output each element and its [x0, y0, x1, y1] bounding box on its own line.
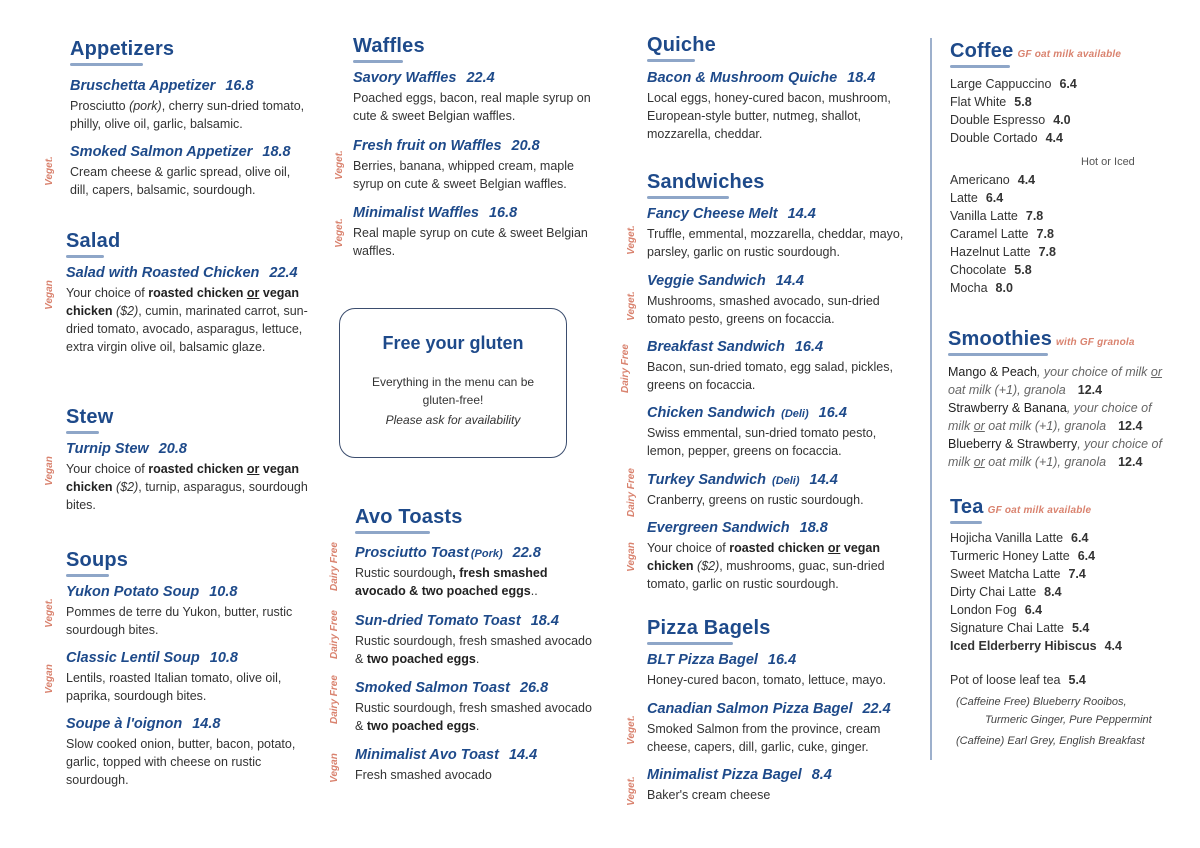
veget-tag: Veget.	[44, 598, 55, 628]
tea-note: (Caffeine Free) Blueberry Rooibos,	[956, 696, 1127, 708]
smoothies-heading: Smoothies with GF granola	[948, 328, 1135, 356]
veget-tag: Veget.	[626, 776, 637, 806]
column-divider	[930, 38, 932, 760]
menu-item-yukon-potato-soup[interactable]: Yukon Potato Soup 10.8 Pommes de terre du Yukon, butter, rustic sourdough bites.	[66, 584, 293, 637]
menu-item-veggie-sandwich[interactable]: Veggie Sandwich 14.4 Mushrooms, smashed avocado, sun-dried tomato pesto, greens on focaccia.	[647, 273, 880, 326]
appetizers-heading: Appetizers	[70, 38, 174, 66]
gluten-free-availability: Please ask for availability	[385, 413, 521, 427]
gluten-free-text: Everything in the menu can be gluten-free!	[371, 375, 535, 407]
dairy-free-tag: Dairy Free	[626, 468, 637, 517]
salad-heading: Salad	[66, 230, 120, 258]
vegan-tag: Vegan	[44, 456, 55, 486]
tea-note: Turmeric Ginger, Pure Peppermint	[985, 714, 1152, 726]
drink-item[interactable]: Chocolate 5.8	[950, 263, 1032, 277]
menu-item-minimalist-waffles[interactable]: Minimalist Waffles 16.8 Real maple syrup on cute & sweet Belgian waffles.	[353, 205, 588, 258]
hot-or-iced-label: Hot or Iced	[1081, 156, 1135, 168]
veget-tag: Veget.	[626, 715, 637, 745]
vegan-tag: Vegan	[626, 542, 637, 572]
drink-item[interactable]: London Fog 6.4	[950, 603, 1043, 617]
drink-item[interactable]: Double Espresso 4.0	[950, 113, 1071, 127]
menu-item-bacon-mushroom-quiche[interactable]: Bacon & Mushroom Quiche 18.4 Local eggs, honey-cured bacon, mushroom, European-style butter, nutmeg, shallot, mozzarella, cheddar.	[647, 70, 891, 141]
menu-item-soupe-oignon[interactable]: Soupe à l'oignon 14.8 Slow cooked onion, butter, bacon, potato, garlic, topped with cheese on rustic sourdough.	[66, 716, 296, 787]
sandwiches-heading: Sandwiches	[647, 171, 765, 199]
veget-tag: Veget.	[44, 156, 55, 186]
waffles-heading: Waffles	[353, 35, 425, 63]
menu-item-minimalist-avo-toast[interactable]: Minimalist Avo Toast 14.4 Fresh smashed avocado	[355, 747, 538, 782]
tea-note: (Caffeine) Earl Grey, English Breakfast	[956, 735, 1145, 747]
loose-leaf-tea-item[interactable]: Pot of loose leaf tea 5.4	[950, 673, 1086, 687]
menu-item-chicken-sandwich[interactable]: Chicken Sandwich (Deli) 16.4 Swiss emmental, sun-dried tomato pesto, lemon, pepper, greens on focaccia.	[647, 405, 877, 458]
menu-item-savory-waffles[interactable]: Savory Waffles 22.4 Poached eggs, bacon, real maple syrup on cute & sweet Belgian waffles.	[353, 70, 591, 123]
dairy-free-tag: Dairy Free	[329, 675, 340, 724]
drink-item[interactable]: Turmeric Honey Latte 6.4	[950, 549, 1096, 563]
smoothie-item[interactable]: Blueberry & Strawberry, your choice of milk or oat milk (+1), granola 12.4	[948, 437, 1162, 469]
veget-tag: Veget.	[626, 291, 637, 321]
vegan-tag: Vegan	[329, 753, 340, 783]
coffee-heading: Coffee GF oat milk available	[950, 40, 1121, 68]
drink-item[interactable]: Hojicha Vanilla Latte 6.4	[950, 531, 1089, 545]
drink-item[interactable]: Signature Chai Latte 5.4	[950, 621, 1090, 635]
drink-item[interactable]: Iced Elderberry Hibiscus 4.4	[950, 639, 1122, 653]
drink-item[interactable]: Caramel Latte 7.8	[950, 227, 1054, 241]
drink-item[interactable]: Flat White 5.8	[950, 95, 1032, 109]
smoothie-item[interactable]: Strawberry & Banana, your choice of milk or oat milk (+1), granola 12.4	[948, 401, 1152, 433]
menu-item-turkey-sandwich[interactable]: Turkey Sandwich (Deli) 14.4 Cranberry, greens on rustic sourdough.	[647, 472, 864, 507]
veget-tag: Veget.	[334, 218, 345, 248]
menu-item-fresh-fruit-waffles[interactable]: Fresh fruit on Waffles 20.8 Berries, banana, whipped cream, maple syrup on cute & sweet Belgian waffles.	[353, 138, 574, 191]
tea-heading: Tea GF oat milk available	[950, 496, 1091, 524]
soups-heading: Soups	[66, 549, 128, 577]
drink-item[interactable]: Latte 6.4	[950, 191, 1004, 205]
menu-item-canadian-salmon-pizza-bagel[interactable]: Canadian Salmon Pizza Bagel 22.4 Smoked Salmon from the province, cream cheese, capers, dill, garlic, cuke, ginger.	[647, 701, 891, 754]
menu-item-sun-dried-tomato-toast[interactable]: Sun-dried Tomato Toast 18.4 Rustic sourdough, fresh smashed avocado & two poached eggs.	[355, 613, 592, 666]
vegan-tag: Vegan	[44, 664, 55, 694]
dairy-free-tag: Dairy Free	[329, 542, 340, 591]
dairy-free-tag: Dairy Free	[329, 610, 340, 659]
stew-heading: Stew	[66, 406, 113, 434]
drink-item[interactable]: Sweet Matcha Latte 7.4	[950, 567, 1086, 581]
avo-toasts-heading: Avo Toasts	[355, 506, 463, 534]
menu-item-evergreen-sandwich[interactable]: Evergreen Sandwich 18.8 Your choice of roasted chicken or vegan chicken ($2), mushrooms, guac, sun-dried tomato, garlic on rustic sourdough.	[647, 520, 885, 591]
drink-item[interactable]: Large Cappuccino 6.4	[950, 77, 1077, 91]
menu-item-turnip-stew[interactable]: Turnip Stew 20.8 Your choice of roasted chicken or vegan chicken ($2), turnip, asparagus, sourdough bites.	[66, 441, 308, 512]
menu-item-fancy-cheese-melt[interactable]: Fancy Cheese Melt 14.4 Truffle, emmental, mozzarella, cheddar, mayo, parsley, garlic on rustic sourdough.	[647, 206, 904, 259]
dairy-free-tag: Dairy Free	[620, 344, 631, 393]
menu-item-prosciutto-toast[interactable]: Prosciutto Toast (Pork) 22.8 Rustic sourdough, fresh smashed avocado & two poached eggs..	[355, 545, 548, 598]
quiche-heading: Quiche	[647, 34, 716, 62]
drink-item[interactable]: Mocha 8.0	[950, 281, 1013, 295]
smoothie-item[interactable]: Mango & Peach, your choice of milk or oat milk (+1), granola 12.4	[948, 365, 1163, 397]
menu-item-breakfast-sandwich[interactable]: Breakfast Sandwich 16.4 Bacon, sun-dried tomato, egg salad, pickles, greens on focaccia.	[647, 339, 893, 392]
drink-item[interactable]: Dirty Chai Latte 8.4	[950, 585, 1062, 599]
vegan-tag: Vegan	[44, 280, 55, 310]
drink-item[interactable]: Hazelnut Latte 7.8	[950, 245, 1056, 259]
gluten-free-title: Free your gluten	[382, 333, 524, 353]
menu-item-smoked-salmon-appetizer[interactable]: Smoked Salmon Appetizer 18.8 Cream cheese & garlic spread, olive oil, dill, capers, balsamic, sourdough.	[70, 144, 291, 197]
menu-item-salad-chicken[interactable]: Salad with Roasted Chicken 22.4 Your choice of roasted chicken or vegan chicken ($2), cumin, marinated carrot, sun-dried tomato, avocado, asparagus, lettuce, extra virgin olive oil, balsamic glaze.	[66, 265, 308, 354]
menu-item-classic-lentil-soup[interactable]: Classic Lentil Soup 10.8 Lentils, roasted Italian tomato, olive oil, paprika, sourdough bites.	[66, 650, 282, 703]
veget-tag: Veget.	[334, 150, 345, 180]
drink-item[interactable]: Double Cortado 4.4	[950, 131, 1063, 145]
menu-item-bruschetta[interactable]: Bruschetta Appetizer 16.8 Prosciutto (pork), cherry sun-dried tomato, philly, olive oil, garlic, balsamic.	[70, 78, 305, 131]
menu-item-minimalist-pizza-bagel[interactable]: Minimalist Pizza Bagel 8.4 Baker's cream cheese	[647, 767, 832, 802]
menu-item-blt-pizza-bagel[interactable]: BLT Pizza Bagel 16.4 Honey-cured bacon, tomato, lettuce, mayo.	[647, 652, 887, 687]
menu-item-smoked-salmon-toast[interactable]: Smoked Salmon Toast 26.8 Rustic sourdough, fresh smashed avocado & two poached eggs.	[355, 680, 592, 733]
gluten-free-box	[339, 308, 567, 458]
veget-tag: Veget.	[626, 225, 637, 255]
pizza-bagels-heading: Pizza Bagels	[647, 617, 771, 645]
drink-item[interactable]: Americano 4.4	[950, 173, 1036, 187]
drink-item[interactable]: Vanilla Latte 7.8	[950, 209, 1044, 223]
